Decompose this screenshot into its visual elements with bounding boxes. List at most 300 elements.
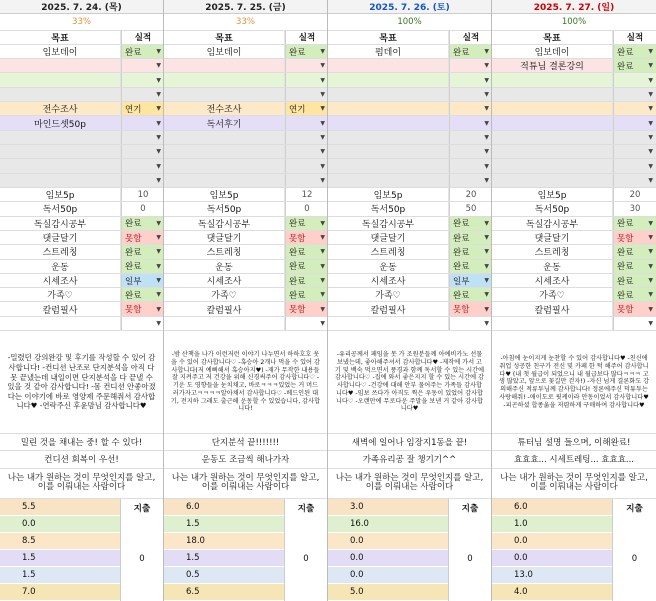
status-dropdown[interactable]: [613, 59, 656, 72]
budget-value-cell[interactable]: 8.5: [0, 533, 120, 550]
numeric-goal-name: 임보5p: [492, 188, 613, 201]
status-dropdown[interactable]: [121, 174, 163, 187]
goal-name-cell[interactable]: 전수조사: [164, 102, 285, 115]
status-dropdown[interactable]: [121, 116, 163, 129]
goal-row: [164, 159, 327, 173]
budget-value-cell[interactable]: 1.5: [0, 567, 120, 584]
status-dropdown[interactable]: [449, 131, 491, 144]
chevron-down-icon: ▼: [156, 277, 161, 284]
status-dropdown[interactable]: [121, 59, 163, 72]
status-dropdown[interactable]: [613, 317, 656, 330]
status-dropdown[interactable]: [613, 131, 656, 144]
budget-value-cell[interactable]: 0.5: [164, 567, 284, 584]
status-dropdown[interactable]: [613, 159, 656, 172]
chevron-down-icon: ▼: [320, 248, 325, 256]
status-dropdown[interactable]: [121, 159, 163, 172]
status-dropdown[interactable]: [121, 245, 163, 258]
status-value: 완료: [125, 247, 142, 258]
status-dropdown[interactable]: [285, 145, 327, 158]
budget-value-cell[interactable]: 0.0: [492, 550, 612, 567]
goal-row: [492, 102, 656, 116]
numeric-goal-value[interactable]: 0: [121, 202, 163, 215]
empty-cell[interactable]: [492, 317, 613, 330]
status-dropdown[interactable]: [449, 302, 491, 315]
status-dropdown[interactable]: [613, 174, 656, 187]
goal-column-header: 목표: [164, 31, 285, 44]
spend-value[interactable]: 0: [303, 553, 309, 564]
status-dropdown[interactable]: [285, 217, 327, 230]
daily-motto: 나는 내가 원하는 것이 무엇인지를 알고, 이를 이뤄내는 사람이다: [492, 469, 656, 499]
goal-name-cell[interactable]: 독서후기: [164, 116, 285, 129]
spend-value[interactable]: 0: [631, 553, 638, 564]
habit-row: [328, 288, 491, 302]
goal-column-header: 목표: [492, 31, 613, 44]
goal-row: [164, 174, 327, 188]
chevron-down-icon: ▼: [648, 248, 653, 256]
chevron-down-icon: ▼: [484, 162, 489, 170]
status-value: 완료: [289, 219, 306, 230]
goal-name-cell[interactable]: 전수조사: [0, 102, 121, 115]
goal-row: [0, 45, 163, 59]
chevron-down-icon: ▼: [156, 262, 161, 270]
chevron-down-icon: ▼: [156, 234, 161, 242]
goal-name-cell[interactable]: [492, 174, 613, 187]
status-dropdown[interactable]: [449, 217, 491, 230]
budget-value-cell[interactable]: 0.0: [328, 567, 448, 584]
goal-row: [164, 116, 327, 130]
status-value: 못함: [617, 233, 634, 244]
goal-row: [164, 88, 327, 102]
status-value: 완료: [617, 262, 634, 273]
habit-row: [0, 274, 163, 288]
habit-name-cell: 시세조사: [328, 274, 449, 287]
habit-row: [492, 302, 656, 316]
budget-list: [164, 499, 285, 601]
habit-name-cell: 댓글달기: [492, 231, 613, 244]
chevron-down-icon: ▼: [156, 119, 161, 127]
status-dropdown[interactable]: [285, 116, 327, 129]
habit-name-cell: 운동: [0, 260, 121, 273]
habit-row: [0, 217, 163, 231]
budget-list: [492, 499, 613, 601]
chevron-down-icon: ▼: [484, 248, 489, 256]
budget-value-cell[interactable]: 5.5: [0, 499, 120, 516]
goal-name-cell[interactable]: [164, 73, 285, 86]
goal-name-cell[interactable]: [328, 131, 449, 144]
goal-name-cell[interactable]: [328, 73, 449, 86]
habit-row: [164, 217, 327, 231]
goal-row: [328, 102, 491, 116]
status-dropdown[interactable]: [613, 116, 656, 129]
status-dropdown[interactable]: [285, 174, 327, 187]
status-value: 완료: [453, 219, 470, 230]
empty-cell[interactable]: [164, 317, 285, 330]
goal-name-cell[interactable]: [328, 145, 449, 158]
chevron-down-icon: ▼: [156, 62, 161, 70]
status-dropdown[interactable]: [449, 88, 491, 101]
chevron-down-icon: ▼: [320, 219, 325, 227]
status-value: 일부: [125, 276, 142, 287]
status-value: 못함: [617, 305, 634, 316]
chevron-down-icon: ▼: [648, 234, 653, 242]
goal-name-cell[interactable]: [328, 159, 449, 172]
daily-motto: 나는 내가 원하는 것이 무엇인지를 알고, 이를 이뤄내는 사람이다: [164, 469, 327, 499]
goal-name-cell[interactable]: [0, 174, 121, 187]
goal-name-cell[interactable]: [0, 145, 121, 158]
goal-row: [164, 59, 327, 73]
goal-name-cell[interactable]: 임보데이: [0, 45, 121, 58]
status-dropdown[interactable]: [121, 131, 163, 144]
goal-name-cell[interactable]: [0, 59, 121, 72]
daily-resolution[interactable]: 효효효... 시세트레팅... 효효효...: [492, 451, 656, 468]
budget-value-cell[interactable]: 5.0: [328, 584, 448, 601]
budget-value-cell[interactable]: 6.5: [164, 584, 284, 601]
spend-value[interactable]: 0: [467, 553, 473, 564]
budget-value-cell[interactable]: 1.5: [164, 550, 284, 567]
status-dropdown[interactable]: [613, 217, 656, 230]
status-dropdown[interactable]: [613, 231, 656, 244]
goal-name-cell[interactable]: [0, 88, 121, 101]
goal-column-header: 목표: [0, 31, 121, 44]
habit-row: [0, 260, 163, 274]
chevron-down-icon: ▼: [648, 48, 653, 55]
habit-name-cell: 시세조사: [164, 274, 285, 287]
habit-name-cell: 스트레칭: [492, 245, 613, 258]
status-value: 완료: [289, 247, 306, 258]
numeric-goal-value[interactable]: 20: [613, 188, 656, 201]
numeric-goal-name: 독서50p: [0, 202, 121, 215]
status-dropdown[interactable]: [285, 288, 327, 301]
chevron-down-icon: ▼: [648, 262, 653, 270]
goal-column-header: 목표: [328, 31, 449, 44]
goal-name-cell[interactable]: [0, 131, 121, 144]
status-dropdown[interactable]: [121, 102, 163, 115]
chevron-down-icon: ▼: [320, 119, 325, 127]
status-dropdown[interactable]: [613, 260, 656, 273]
status-dropdown[interactable]: [449, 159, 491, 172]
goal-row: [328, 59, 491, 73]
daily-resolution[interactable]: 가족유리공 잘 챙기기^^: [328, 451, 491, 468]
budget-value-cell[interactable]: 6.0: [164, 499, 284, 516]
status-value: 완료: [125, 290, 142, 301]
status-dropdown[interactable]: [449, 145, 491, 158]
status-dropdown[interactable]: [285, 102, 327, 115]
chevron-down-icon: ▼: [648, 105, 653, 113]
budget-value-cell[interactable]: 1.5: [0, 550, 120, 567]
budget-value-cell[interactable]: 0.0: [328, 533, 448, 550]
goal-name-cell[interactable]: [328, 116, 449, 129]
chevron-down-icon: ▼: [484, 219, 489, 227]
status-dropdown[interactable]: [449, 231, 491, 244]
habit-row: [0, 231, 163, 245]
status-dropdown[interactable]: [285, 260, 327, 273]
budget-value-cell[interactable]: 3.0: [328, 499, 448, 516]
numeric-goal-row: [492, 188, 656, 202]
status-dropdown[interactable]: [285, 231, 327, 244]
goal-row: [0, 102, 163, 116]
goal-row: [0, 88, 163, 102]
completion-percent: 100%: [492, 14, 656, 30]
goal-name-cell[interactable]: [0, 159, 121, 172]
goal-name-cell[interactable]: [164, 131, 285, 144]
chevron-down-icon: ▼: [320, 105, 325, 113]
goal-name-cell[interactable]: 적튜님 결론강의: [492, 59, 613, 72]
habit-name-cell: 댓글달기: [0, 231, 121, 244]
status-dropdown[interactable]: [285, 302, 327, 315]
status-dropdown[interactable]: [449, 45, 491, 58]
chevron-down-icon: ▼: [484, 176, 489, 184]
budget-value-cell[interactable]: 1.0: [492, 516, 612, 533]
status-dropdown[interactable]: [449, 73, 491, 86]
empty-habit-row: [164, 317, 327, 331]
chevron-down-icon: ▼: [648, 133, 653, 141]
goal-name-cell[interactable]: 펌데이: [328, 45, 449, 58]
status-value: 완료: [125, 262, 142, 273]
budget-value-cell[interactable]: 6.0: [492, 499, 612, 516]
habit-row: [328, 260, 491, 274]
status-value: 못함: [125, 305, 142, 316]
status-dropdown[interactable]: [449, 288, 491, 301]
goal-name-cell[interactable]: [492, 102, 613, 115]
chevron-down-icon: ▼: [484, 291, 489, 299]
status-dropdown[interactable]: [449, 317, 491, 330]
habit-row: [492, 260, 656, 274]
goal-name-cell[interactable]: 임보데이: [164, 45, 285, 58]
goal-row: [164, 102, 327, 116]
status-value: 일부: [453, 276, 470, 287]
goal-name-cell[interactable]: 마인드셋50p: [0, 116, 121, 129]
status-dropdown[interactable]: [613, 288, 656, 301]
goal-row: [492, 88, 656, 102]
daily-summary[interactable]: 밀린 것을 채내는 중! 할 수 있다!: [0, 434, 163, 451]
spend-panel: [121, 499, 163, 601]
status-dropdown[interactable]: [613, 45, 656, 58]
chevron-down-icon: ▼: [484, 305, 489, 313]
habit-name-cell: 운동: [492, 260, 613, 273]
goal-row: [328, 116, 491, 130]
status-dropdown[interactable]: [613, 245, 656, 258]
daily-summary[interactable]: 튜터님 설명 들으며, 이해완료!: [492, 434, 656, 451]
goal-row: [164, 73, 327, 87]
status-dropdown[interactable]: [613, 302, 656, 315]
numeric-goal-value[interactable]: 20: [449, 188, 491, 201]
habit-name-cell: 스트레칭: [0, 245, 121, 258]
budget-value-cell[interactable]: 13.0: [492, 567, 612, 584]
gratitude-note[interactable]: -밤 산책을 나가 이런저런 이야기 나누면서 하하호호 웃을 수 있어 감사합니다♡ -혹승아 2개나 먹을 수 있어 감사합니다(저 예뻐해서 혹승아지♥) -재가 무작한 내용들 잘 지켜주고 저 건강을 위해 신경써주어 감사합니다♡ -기운 도 영향들을 눈치채고, 바로ㅋㅋㅋ있었는 거 머드러가자고ㅋㅋㅋㅋ알아채서 감사합니다♡ -베드인된 대기, 전지하 그래도 출근해 운동할 수 있었습니다, 감사합니다!: [164, 331, 327, 434]
goal-name-cell[interactable]: [164, 59, 285, 72]
status-dropdown[interactable]: [613, 88, 656, 101]
goal-row: [328, 88, 491, 102]
gratitude-note[interactable]: -유리공께서 페임을 못 가 조원분들께 아예비카노 선물 보냈는데, 좋아해주셔서 감사합니다♥ -제작에 가서 고기 및 백숙 먹으면서 풍경과 함께 독서할 수 있는 시간에 감사합니다♡ -집에 와서 좋은지지 할 수 있는 시간에 감사합니다♡ -건강에 대해 안부 물어주는 가족들 감사합니다♥ -임보 쓰다가 아직도 찍은 우동이 있었어 감사합니다♡ -오랜만에 무로다운 주말을 보낸 거 같아 감사합니다♥: [328, 331, 491, 434]
goal-name-cell[interactable]: [492, 131, 613, 144]
status-dropdown[interactable]: [285, 131, 327, 144]
daily-summary[interactable]: 새벽에 일어나 임장지1동을 끝!: [328, 434, 491, 451]
chevron-down-icon: ▼: [648, 277, 653, 284]
chevron-down-icon: ▼: [484, 119, 489, 127]
spend-panel: [285, 499, 327, 601]
result-column-header: 실적: [613, 31, 656, 44]
chevron-down-icon: ▼: [484, 277, 489, 284]
goal-name-cell[interactable]: [164, 159, 285, 172]
completion-percent: 100%: [328, 14, 491, 30]
goal-name-cell[interactable]: [0, 73, 121, 86]
status-dropdown[interactable]: [613, 102, 656, 115]
status-value: 완료: [453, 233, 470, 244]
status-dropdown[interactable]: [285, 73, 327, 86]
numeric-goal-value[interactable]: 12: [285, 188, 327, 201]
budget-value-cell[interactable]: 7.0: [0, 584, 120, 601]
budget-value-cell[interactable]: 0.0: [0, 516, 120, 533]
chevron-down-icon: ▼: [484, 62, 489, 70]
budget-value-cell[interactable]: 4.0: [492, 584, 612, 601]
status-dropdown[interactable]: [449, 274, 491, 287]
numeric-goal-value[interactable]: 0: [285, 202, 327, 215]
habit-name-cell: 독실감시공부: [0, 217, 121, 230]
habit-row: [328, 217, 491, 231]
budget-section: [164, 499, 327, 601]
habit-name-cell: 가족♡: [164, 288, 285, 301]
daily-summary[interactable]: 단지분석 끝!!!!!!!: [164, 434, 327, 451]
chevron-down-icon: ▼: [484, 48, 489, 55]
budget-value-cell[interactable]: 18.0: [164, 533, 284, 550]
goal-name-cell[interactable]: [328, 174, 449, 187]
goal-row: [492, 159, 656, 173]
status-dropdown[interactable]: [285, 317, 327, 330]
status-dropdown[interactable]: [121, 288, 163, 301]
goal-row: [492, 145, 656, 159]
habit-name-cell: 칼럼필사: [492, 302, 613, 315]
completion-percent: 33%: [0, 14, 163, 30]
date-header: 2025. 7. 25. (금): [164, 0, 327, 14]
numeric-goal-value[interactable]: 10: [121, 188, 163, 201]
spend-value[interactable]: 0: [139, 553, 145, 564]
chevron-down-icon: ▼: [320, 319, 325, 327]
status-dropdown[interactable]: [613, 274, 656, 287]
day-column: [492, 0, 656, 601]
status-value: 완료: [617, 47, 634, 58]
habit-name-cell: 독실감시공부: [164, 217, 285, 230]
status-dropdown[interactable]: [613, 73, 656, 86]
empty-habit-row: [328, 317, 491, 331]
status-dropdown[interactable]: [285, 159, 327, 172]
empty-cell[interactable]: [328, 317, 449, 330]
goal-row: [0, 159, 163, 173]
goal-name-cell[interactable]: [492, 159, 613, 172]
status-dropdown[interactable]: [285, 274, 327, 287]
empty-cell[interactable]: [0, 317, 121, 330]
status-dropdown[interactable]: [121, 260, 163, 273]
spend-panel: [613, 499, 656, 601]
status-dropdown[interactable]: [285, 45, 327, 58]
status-dropdown[interactable]: [449, 260, 491, 273]
goal-name-cell[interactable]: [164, 88, 285, 101]
status-dropdown[interactable]: [121, 73, 163, 86]
goal-name-cell[interactable]: [164, 174, 285, 187]
goal-row: [0, 145, 163, 159]
goal-name-cell[interactable]: [328, 59, 449, 72]
chevron-down-icon: ▼: [648, 319, 653, 327]
result-column-header: 실적: [449, 31, 491, 44]
budget-value-cell[interactable]: 0.0: [492, 533, 612, 550]
date-header: 2025. 7. 24. (목): [0, 0, 163, 14]
goal-name-cell[interactable]: [492, 116, 613, 129]
status-value: 완료: [289, 276, 306, 287]
numeric-goal-value[interactable]: 30: [613, 202, 656, 215]
habit-name-cell: 칼럼필사: [0, 302, 121, 315]
goal-name-cell[interactable]: [328, 88, 449, 101]
status-dropdown[interactable]: [285, 245, 327, 258]
habit-row: [0, 288, 163, 302]
gratitude-note[interactable]: -아침에 눈이지게 눈찬할 수 있어 감사합니다♥ -친신에 취업 성공한 친구가 전신 및 카페 한 턱 해주어 감사합니다♥ (내 첫 월급이 되었으니 내 월급보다 많다ㅋㅋㅋ 고생 많았고, 앞으로 꽃길만 걷자!) -자신 넘게 결론화도 강의해주신 적류투님께 감사합니다! 정론에주신 덕튜투는 사랑해줘! -애이도로 핏케이라 안동이었서 감사합니다♥ -피곤하셨 합종옮을 저렴하게 구매하여 감사합니다♥: [492, 331, 656, 434]
chevron-down-icon: ▼: [648, 148, 653, 156]
habit-row: [164, 231, 327, 245]
chevron-down-icon: ▼: [156, 48, 161, 55]
goal-name-cell[interactable]: [164, 145, 285, 158]
chevron-down-icon: ▼: [156, 219, 161, 227]
status-dropdown[interactable]: [121, 45, 163, 58]
status-dropdown[interactable]: [121, 274, 163, 287]
chevron-down-icon: ▼: [320, 76, 325, 84]
chevron-down-icon: ▼: [156, 248, 161, 256]
status-dropdown[interactable]: [121, 302, 163, 315]
chevron-down-icon: ▼: [320, 48, 325, 55]
status-dropdown[interactable]: [449, 174, 491, 187]
habit-row: [0, 302, 163, 316]
status-dropdown[interactable]: [121, 231, 163, 244]
status-dropdown[interactable]: [285, 59, 327, 72]
goal-name-cell[interactable]: [328, 102, 449, 115]
status-dropdown[interactable]: [613, 145, 656, 158]
status-dropdown[interactable]: [449, 245, 491, 258]
status-dropdown[interactable]: [121, 88, 163, 101]
status-dropdown[interactable]: [449, 116, 491, 129]
daily-resolution[interactable]: 운동도 조금씩 해나가자: [164, 451, 327, 468]
status-value: 완료: [617, 61, 634, 72]
chevron-down-icon: ▼: [648, 119, 653, 127]
goal-name-cell[interactable]: [492, 145, 613, 158]
chevron-down-icon: ▼: [648, 76, 653, 84]
status-dropdown[interactable]: [121, 145, 163, 158]
goal-row: [0, 174, 163, 188]
chevron-down-icon: ▼: [648, 90, 653, 98]
status-dropdown[interactable]: [121, 217, 163, 230]
habit-name-cell: 운동: [328, 260, 449, 273]
goal-name-cell[interactable]: [492, 88, 613, 101]
numeric-goal-row: [0, 202, 163, 216]
chevron-down-icon: ▼: [484, 90, 489, 98]
habit-name-cell: 칼럼필사: [164, 302, 285, 315]
budget-value-cell[interactable]: 0.0: [328, 550, 448, 567]
numeric-goal-name: 임보5p: [0, 188, 121, 201]
budget-value-cell[interactable]: 1.5: [164, 516, 284, 533]
status-dropdown[interactable]: [285, 88, 327, 101]
goal-row: [164, 45, 327, 59]
habit-name-cell: 칼럼필사: [328, 302, 449, 315]
daily-resolution[interactable]: 컨디션 회복이 우선!: [0, 451, 163, 468]
budget-value-cell[interactable]: 16.0: [328, 516, 448, 533]
status-dropdown[interactable]: [449, 102, 491, 115]
goal-name-cell[interactable]: 임보데이: [492, 45, 613, 58]
status-dropdown[interactable]: [121, 317, 163, 330]
gratitude-note[interactable]: -밀렸던 강의완강 및 후기를 작성할 수 있어 감사합니다! -컨디션 난조로 단지분석을 아직 다 못 끝냈는데 내일이면 단지분석을 다 끝낼 수 있을 것 같아 감사합니다! -몸 컨디션 안좋아졌다는 이야기에 바로 영양제 주문해줘서 감사합니다♥ -연락주신 후윤맘님 감사합니다♥: [0, 331, 163, 434]
status-value: 못함: [289, 305, 306, 316]
habit-row: [328, 245, 491, 259]
numeric-goal-value[interactable]: 50: [449, 202, 491, 215]
status-dropdown[interactable]: [449, 59, 491, 72]
goal-row: [0, 131, 163, 145]
goal-name-cell[interactable]: [492, 73, 613, 86]
budget-section: [328, 499, 491, 601]
